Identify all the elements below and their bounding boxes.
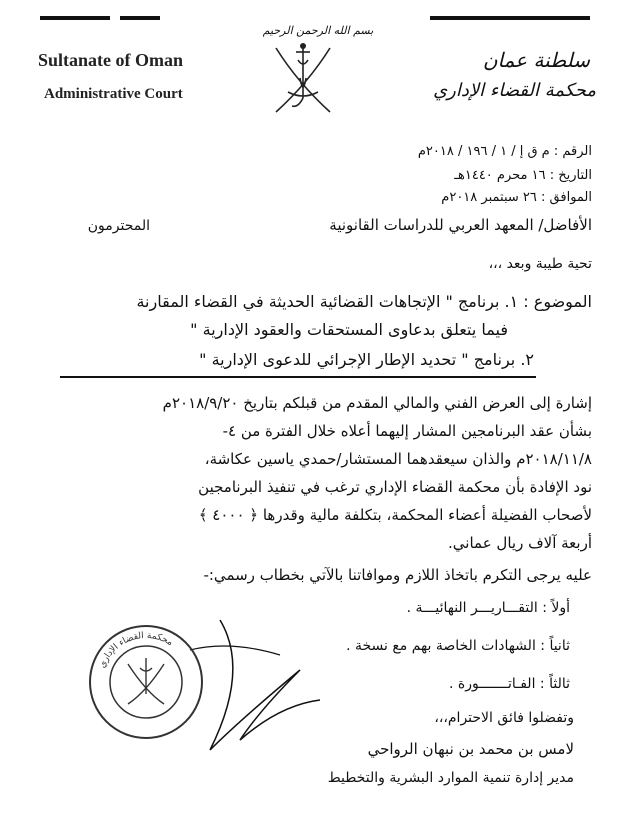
oman-emblem-icon <box>268 38 338 118</box>
addressee: الأفاضل/ المعهد العربي للدراسات القانونية <box>329 216 592 234</box>
item-3: ثالثاً : الفـاتـــــــورة . <box>449 676 570 692</box>
date-hijri: التاريخ : ١٦ محرم ١٤٤٠هـ <box>454 168 592 183</box>
basmala: بسم الله الرحمن الرحيم <box>262 24 374 37</box>
scan-mark-left <box>40 16 110 20</box>
reference-number: الرقم : م ق إ / ١ / ١٩٦ / ٢٠١٨م <box>417 144 592 159</box>
subject-line-3: ٢. برنامج " تحديد الإطار الإجرائي للدعوى الإدارية " <box>199 350 534 369</box>
signer-title: مدير إدارة تنمية الموارد البشرية والتخطيط <box>327 770 574 786</box>
request-line: عليه يرجى التكرم باتخاذ اللازم وموافاتنا بالآتي بخطاب رسمي:- <box>203 566 592 584</box>
greeting: تحية طيبة وبعد ،،، <box>488 256 592 272</box>
item-1: أولاً : التقـــاريـــر النهائيـــة . <box>406 600 570 616</box>
closing: وتفضلوا فائق الاحترام،،، <box>434 710 574 726</box>
stamp-outer-textpath: محكمة القضاء الإداري <box>97 630 175 670</box>
official-stamp <box>86 622 206 742</box>
date-gregorian: الموافق : ٢٦ سبتمبر ٢٠١٨م <box>441 190 592 205</box>
subject-underline <box>60 376 536 378</box>
subject-line-2: فيما يتعلق بدعاوى المستحقات والعقود الإدارية " <box>190 320 508 339</box>
honorific: المحترمون <box>87 218 150 234</box>
header-ar-line1: سلطنة عمان <box>482 48 590 72</box>
body-line-2: بشأن عقد البرنامجين المشار إليهما أعلاه خلال الفترة من ٤- <box>222 422 592 440</box>
header-ar-line2: محكمة القضاء الإداري <box>433 80 596 101</box>
scan-mark-mid <box>120 16 160 20</box>
scan-mark-right <box>430 16 590 20</box>
body-line-3: ٢٠١٨/١١/٨م والذان سيعقدهما المستشار/حمدي ياسين عكاشة، <box>204 450 592 468</box>
subject-line-1: الموضوع : ١. برنامج " الإتجاهات القضائية الحديثة في القضاء المقارنة <box>136 292 592 311</box>
body-line-4: نود الإفادة بأن محكمة القضاء الإداري ترغب في تنفيذ البرنامجين <box>198 478 592 496</box>
body-line-6: أربعة آلاف ريال عماني. <box>448 534 592 552</box>
body-line-1: إشارة إلى العرض الفني والمالي المقدم من قبلكم بتاريخ ٢٠١٨/٩/٢٠م <box>162 394 592 412</box>
body-line-5: لأصحاب الفضيلة أعضاء المحكمة، بتكلفة مالية وقدرها ﴿ ٤٠٠٠ ﴾ <box>198 506 592 524</box>
header-en-line1: Sultanate of Oman <box>38 50 184 70</box>
signer-name: لامس بن محمد بن نبهان الرواحي <box>367 740 574 758</box>
item-2: ثانياً : الشهادات الخاصة بهم مع نسخة . <box>346 638 570 654</box>
header-en-line2: Administrative Court <box>44 86 183 102</box>
